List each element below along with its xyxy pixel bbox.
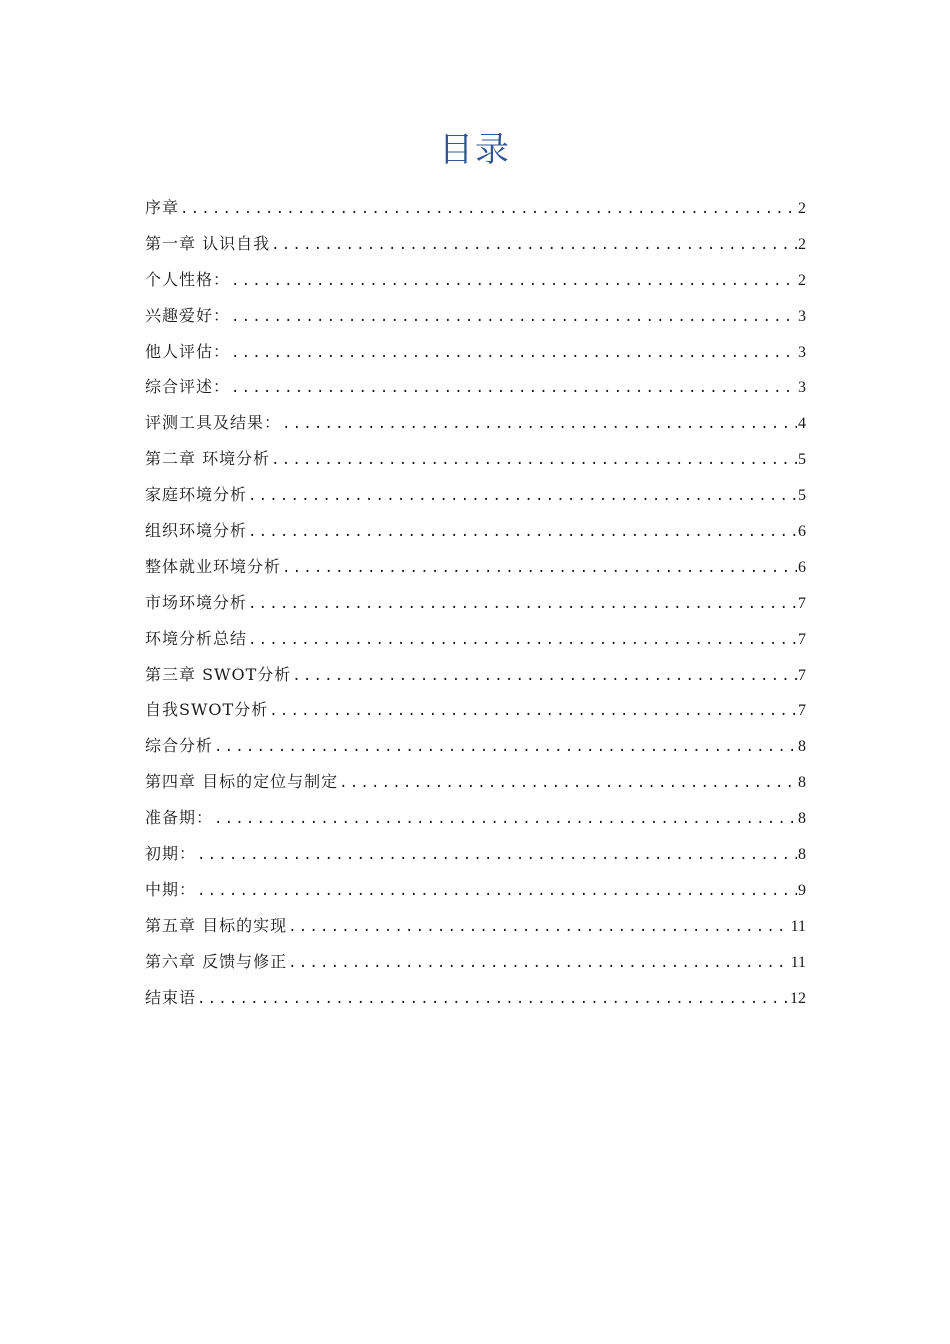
toc-dot-leader xyxy=(197,982,789,1018)
toc-dot-leader xyxy=(271,443,797,479)
toc-entry-page-number: 8 xyxy=(798,774,806,792)
toc-entry-label: 市场环境分析 xyxy=(145,592,248,612)
toc-entry-label: 兴趣爱好： xyxy=(145,305,231,325)
toc-entry-page-number: 3 xyxy=(798,379,806,397)
toc-entry[interactable] xyxy=(145,190,806,226)
toc-entry-label: 综合分析 xyxy=(145,736,214,756)
toc-dot-leader xyxy=(269,694,797,730)
toc-entry-page-number: 8 xyxy=(798,846,806,864)
toc-dot-leader xyxy=(214,802,797,838)
toc-dot-leader xyxy=(197,874,797,910)
toc-entry-page-number: 7 xyxy=(798,702,806,720)
toc-entry[interactable] xyxy=(145,585,806,621)
toc-entry-label: 环境分析总结 xyxy=(145,628,248,648)
toc-entry[interactable] xyxy=(145,657,806,693)
toc-entry-label: 自我SWOT分析 xyxy=(145,700,269,720)
toc-dot-leader xyxy=(248,587,797,623)
toc-entry[interactable] xyxy=(145,262,806,298)
toc-dot-leader xyxy=(248,479,797,515)
toc-entry[interactable] xyxy=(145,405,806,441)
toc-dot-leader xyxy=(288,946,790,982)
toc-entry-label: 准备期： xyxy=(145,808,214,828)
toc-entry[interactable] xyxy=(145,298,806,334)
toc-entry-label: 个人性格： xyxy=(145,269,231,289)
toc-dot-leader xyxy=(282,551,797,587)
toc-entry-page-number: 12 xyxy=(790,989,806,1007)
toc-entry[interactable] xyxy=(145,334,806,370)
toc-dot-leader xyxy=(231,371,797,407)
toc-entry-label: 第一章 认识自我 xyxy=(145,233,271,253)
toc-dot-leader xyxy=(271,228,797,264)
toc-entry-page-number: 6 xyxy=(798,558,806,576)
toc-dot-leader xyxy=(288,910,790,946)
toc-entry[interactable] xyxy=(145,728,806,764)
toc-entry-label: 整体就业环境分析 xyxy=(145,556,282,576)
toc-entry-label: 组织环境分析 xyxy=(145,521,248,541)
toc-entry-label: 他人评估： xyxy=(145,341,231,361)
toc-title: 目录 xyxy=(439,130,511,170)
toc-entry-page-number: 3 xyxy=(798,343,806,361)
toc-entry[interactable] xyxy=(145,477,806,513)
toc-entry-page-number: 9 xyxy=(798,881,806,899)
toc-entry[interactable] xyxy=(145,764,806,800)
toc-dot-leader xyxy=(282,407,797,443)
toc-entry[interactable] xyxy=(145,621,806,657)
toc-list xyxy=(145,190,806,1015)
toc-entry-page-number: 8 xyxy=(798,810,806,828)
toc-entry-label: 第二章 环境分析 xyxy=(145,449,271,469)
toc-dot-leader xyxy=(248,623,797,659)
toc-entry-page-number: 6 xyxy=(798,523,806,541)
toc-entry-page-number: 11 xyxy=(790,917,806,935)
toc-entry[interactable] xyxy=(145,908,806,944)
toc-dot-leader xyxy=(231,300,797,336)
toc-dot-leader xyxy=(292,659,797,695)
toc-entry-label: 综合评述： xyxy=(145,377,231,397)
toc-entry[interactable] xyxy=(145,872,806,908)
toc-entry-page-number: 2 xyxy=(798,271,806,289)
toc-entry-page-number: 2 xyxy=(798,235,806,253)
toc-entry-page-number: 7 xyxy=(798,594,806,612)
toc-entry[interactable] xyxy=(145,692,806,728)
toc-entry[interactable] xyxy=(145,836,806,872)
toc-dot-leader xyxy=(231,264,797,300)
toc-entry-label: 第三章 SWOT分析 xyxy=(145,664,292,684)
toc-entry-page-number: 11 xyxy=(790,953,806,971)
toc-entry[interactable] xyxy=(145,944,806,980)
toc-entry-page-number: 4 xyxy=(798,415,806,433)
toc-dot-leader xyxy=(339,766,797,802)
toc-entry-page-number: 5 xyxy=(798,451,806,469)
toc-entry-page-number: 2 xyxy=(798,200,806,217)
toc-entry[interactable] xyxy=(145,369,806,405)
toc-entry-page-number: 8 xyxy=(798,738,806,756)
toc-entry-label: 评测工具及结果： xyxy=(145,413,282,433)
toc-entry[interactable] xyxy=(145,226,806,262)
toc-entry-label: 第四章 目标的定位与制定 xyxy=(145,772,339,792)
toc-entry-label: 第六章 反馈与修正 xyxy=(145,951,288,971)
toc-entry-label: 初期： xyxy=(145,844,197,864)
toc-entry[interactable] xyxy=(145,549,806,585)
toc-entry-page-number: 7 xyxy=(798,630,806,648)
toc-dot-leader xyxy=(248,515,797,551)
toc-entry[interactable] xyxy=(145,800,806,836)
toc-dot-leader xyxy=(214,730,797,766)
toc-entry-label: 中期： xyxy=(145,879,197,899)
toc-entry[interactable] xyxy=(145,513,806,549)
toc-entry-page-number: 3 xyxy=(798,307,806,325)
toc-entry-label: 结束语 xyxy=(145,987,197,1007)
toc-entry-page-number: 7 xyxy=(798,666,806,684)
toc-entry[interactable] xyxy=(145,441,806,477)
toc-entry[interactable] xyxy=(145,980,806,1016)
toc-entry-label: 第五章 目标的实现 xyxy=(145,915,288,935)
toc-entry-page-number: 5 xyxy=(798,487,806,505)
toc-entry-label: 家庭环境分析 xyxy=(145,485,248,505)
toc-dot-leader xyxy=(231,336,797,372)
toc-dot-leader xyxy=(197,838,797,874)
toc-dot-leader xyxy=(180,192,797,228)
toc-entry-label: 序章 xyxy=(145,198,180,217)
